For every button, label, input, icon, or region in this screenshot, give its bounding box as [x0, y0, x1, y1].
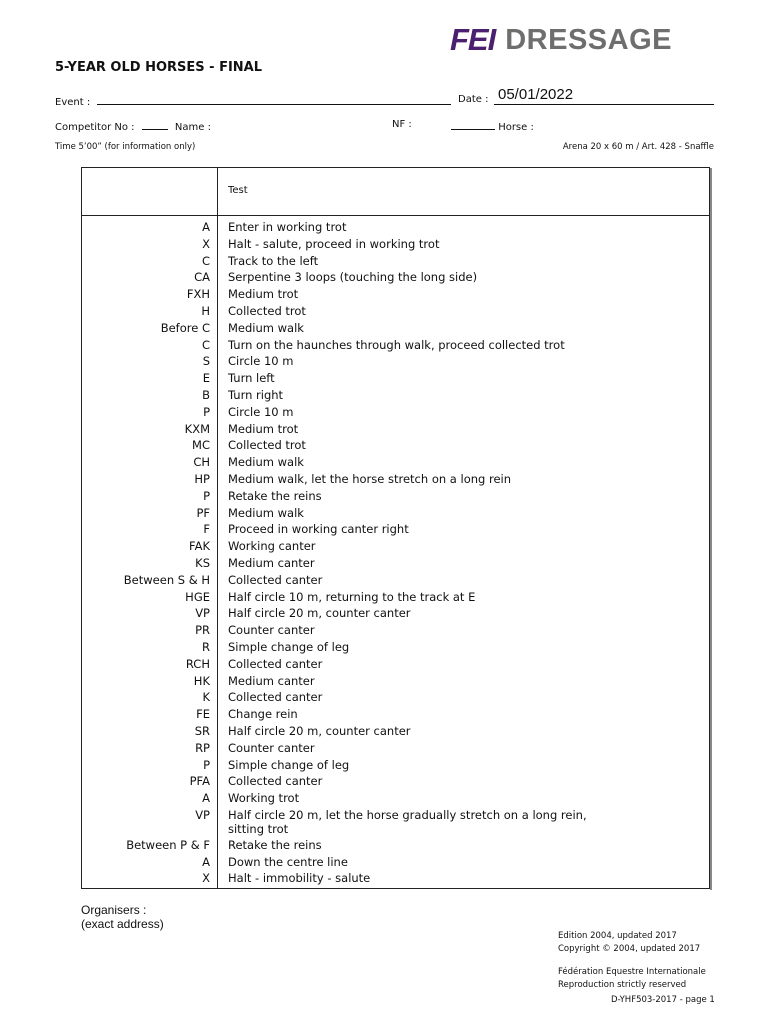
row-text: Medium walk [228, 320, 304, 335]
row-text: Simple change of leg [228, 757, 350, 772]
row-text: Collected trot [228, 438, 306, 453]
row-text: Change rein [228, 707, 298, 722]
row-text: Medium walk [228, 505, 304, 520]
table-row [82, 303, 710, 320]
logo-fei-text: FEI [450, 22, 496, 57]
row-text: Collected canter [228, 774, 323, 789]
arena-note: Arena 20 x 60 m / Art. 428 - Snaffle [562, 142, 714, 152]
table-row [82, 437, 710, 454]
table-row [82, 807, 710, 837]
time-note: Time 5’00” (for information only) [55, 142, 196, 152]
row-marker: A [202, 220, 210, 234]
row-text: Proceed in working canter right [228, 522, 409, 537]
row-marker: Between S & H [123, 572, 210, 587]
row-marker: FXH [186, 287, 210, 302]
table-row [82, 723, 710, 740]
table-row [82, 454, 710, 471]
table-row [82, 773, 710, 790]
organisers-label: Organisers : [81, 903, 147, 917]
table-row [82, 286, 710, 303]
table-row [82, 740, 710, 757]
table-row [82, 605, 710, 622]
table-row [82, 320, 710, 337]
table-row [82, 353, 710, 370]
table-row [82, 656, 710, 673]
table-row [82, 269, 710, 286]
row-marker: RP [195, 740, 210, 755]
movement-rows [82, 219, 710, 887]
edition-note: Edition 2004, updated 2017 [558, 931, 677, 941]
table-row [82, 689, 710, 706]
horse-label: Horse : [498, 122, 534, 133]
organisers-address-label: (exact address) [81, 917, 164, 931]
table-row [82, 488, 710, 505]
row-marker: S [202, 354, 210, 369]
row-text: Counter canter [228, 623, 315, 638]
logo-dressage-text: DRESSAGE [505, 23, 672, 56]
table-row [82, 589, 710, 606]
row-text: Down the centre line [228, 854, 348, 869]
row-text: Track to the left [228, 253, 319, 268]
table-header-divider [81, 215, 710, 216]
table-row [82, 757, 710, 774]
row-marker: PR [195, 623, 210, 638]
row-text: Medium canter [228, 673, 315, 688]
row-marker: A [202, 791, 210, 806]
row-text-block [210, 807, 710, 837]
row-marker: MC [192, 438, 210, 453]
table-row [82, 421, 710, 438]
date-value: 05/01/2022 [498, 86, 574, 103]
row-text: Halt - immobility - salute [228, 871, 371, 886]
row-text: Collected canter [228, 690, 323, 705]
table-row [82, 219, 710, 236]
nf-label: NF : [392, 119, 412, 130]
table-row [82, 790, 710, 807]
row-text: Circle 10 m [228, 404, 294, 419]
row-text: Collected canter [228, 656, 323, 671]
row-text: Serpentine 3 loops (touching the long side) [228, 270, 478, 285]
row-marker: KS [195, 555, 210, 570]
competitor-label: Competitor No : [55, 122, 135, 133]
table-row [82, 622, 710, 639]
table-row [82, 673, 710, 690]
table-row [82, 387, 710, 404]
table-row [82, 370, 710, 387]
row-marker: HP [194, 471, 210, 486]
row-text: Turn on the haunches through walk, proceed collected trot [228, 337, 565, 352]
row-text: Half circle 20 m, let the horse gradually stretch on a long rein, [228, 807, 587, 822]
event-label: Event : [55, 97, 91, 108]
row-text: Retake the reins [228, 488, 322, 503]
row-marker: P [203, 404, 210, 419]
row-marker: X [202, 236, 210, 251]
row-text: Retake the reins [228, 837, 322, 852]
reproduction-note: Reproduction strictly reserved [558, 980, 687, 990]
row-text: Collected trot [228, 303, 306, 318]
row-text: Working trot [228, 791, 300, 806]
row-text: Collected canter [228, 572, 323, 587]
table-row [82, 837, 710, 854]
row-text: Turn right [228, 387, 284, 402]
table-row [82, 253, 710, 270]
row-marker: VP [195, 807, 210, 822]
row-marker: FE [196, 707, 210, 722]
competitor-input-line [142, 119, 168, 130]
date-label: Date : [458, 94, 489, 105]
row-marker: F [203, 522, 210, 537]
row-marker: FAK [189, 539, 210, 554]
row-marker: B [202, 387, 210, 402]
row-marker: P [203, 488, 210, 503]
table-header-test: Test [228, 185, 248, 196]
row-marker: Between P & F [126, 837, 210, 852]
table-row [82, 639, 710, 656]
event-input-line [97, 94, 451, 105]
table-row [82, 572, 710, 589]
row-text: Medium canter [228, 555, 315, 570]
row-marker: Before C [160, 320, 210, 335]
row-marker: C [201, 253, 210, 268]
row-marker: PF [196, 505, 210, 520]
row-marker: VP [195, 606, 210, 621]
row-text-continued: sitting trot [228, 821, 289, 836]
row-text: Halt - salute, proceed in working trot [228, 236, 440, 251]
competitor-field [55, 119, 211, 133]
row-text: Half circle 20 m, counter canter [228, 606, 411, 621]
row-marker: H [201, 303, 210, 318]
page-title: 5-YEAR OLD HORSES - FINAL [55, 60, 263, 75]
name-label: Name : [174, 122, 211, 133]
row-text: Half circle 20 m, counter canter [228, 723, 411, 738]
organisers-block [81, 903, 164, 931]
date-input-line [494, 104, 714, 105]
row-marker: CH [193, 455, 210, 470]
table-row [82, 505, 710, 522]
table-row [82, 706, 710, 723]
row-marker: KXM [184, 421, 210, 436]
event-field [55, 94, 451, 108]
table-shadow [710, 168, 712, 890]
horse-field [451, 119, 534, 133]
table-row [82, 854, 710, 871]
row-text: Enter in working trot [228, 220, 347, 234]
table-row [82, 538, 710, 555]
fei-dressage-logo [450, 22, 672, 58]
row-marker: HK [193, 673, 210, 688]
row-marker: RCH [185, 656, 210, 671]
row-marker: C [201, 337, 210, 352]
copyright-note: Copyright © 2004, updated 2017 [558, 944, 701, 954]
row-text: Medium trot [228, 287, 299, 302]
row-text: Counter canter [228, 740, 315, 755]
table-row [82, 870, 710, 887]
federation-name: Fédération Equestre Internationale [558, 967, 706, 977]
row-marker: PFA [189, 774, 210, 789]
row-text: Medium trot [228, 421, 299, 436]
row-marker: K [202, 690, 210, 705]
nf-input-line [451, 119, 495, 130]
row-marker: A [202, 854, 210, 869]
row-text: Simple change of leg [228, 639, 350, 654]
row-marker: R [202, 639, 210, 654]
row-text: Turn left [228, 371, 275, 386]
row-marker: CA [194, 270, 210, 285]
page-reference: D-YHF503-2017 - page 1 [611, 995, 715, 1005]
row-marker: X [202, 871, 210, 886]
row-marker: SR [194, 723, 210, 738]
table-row [82, 337, 710, 354]
row-marker: P [203, 757, 210, 772]
table-row [82, 521, 710, 538]
row-text: Medium walk [228, 455, 304, 470]
row-marker: HGE [185, 589, 210, 604]
row-text: Half circle 10 m, returning to the track at E [228, 589, 476, 604]
row-text: Medium walk, let the horse stretch on a long rein [228, 471, 512, 486]
row-marker: E [202, 371, 210, 386]
table-row [82, 404, 710, 421]
table-row [82, 471, 710, 488]
table-row [82, 236, 710, 253]
row-text: Circle 10 m [228, 354, 294, 369]
table-row [82, 555, 710, 572]
row-text: Working canter [228, 539, 316, 554]
